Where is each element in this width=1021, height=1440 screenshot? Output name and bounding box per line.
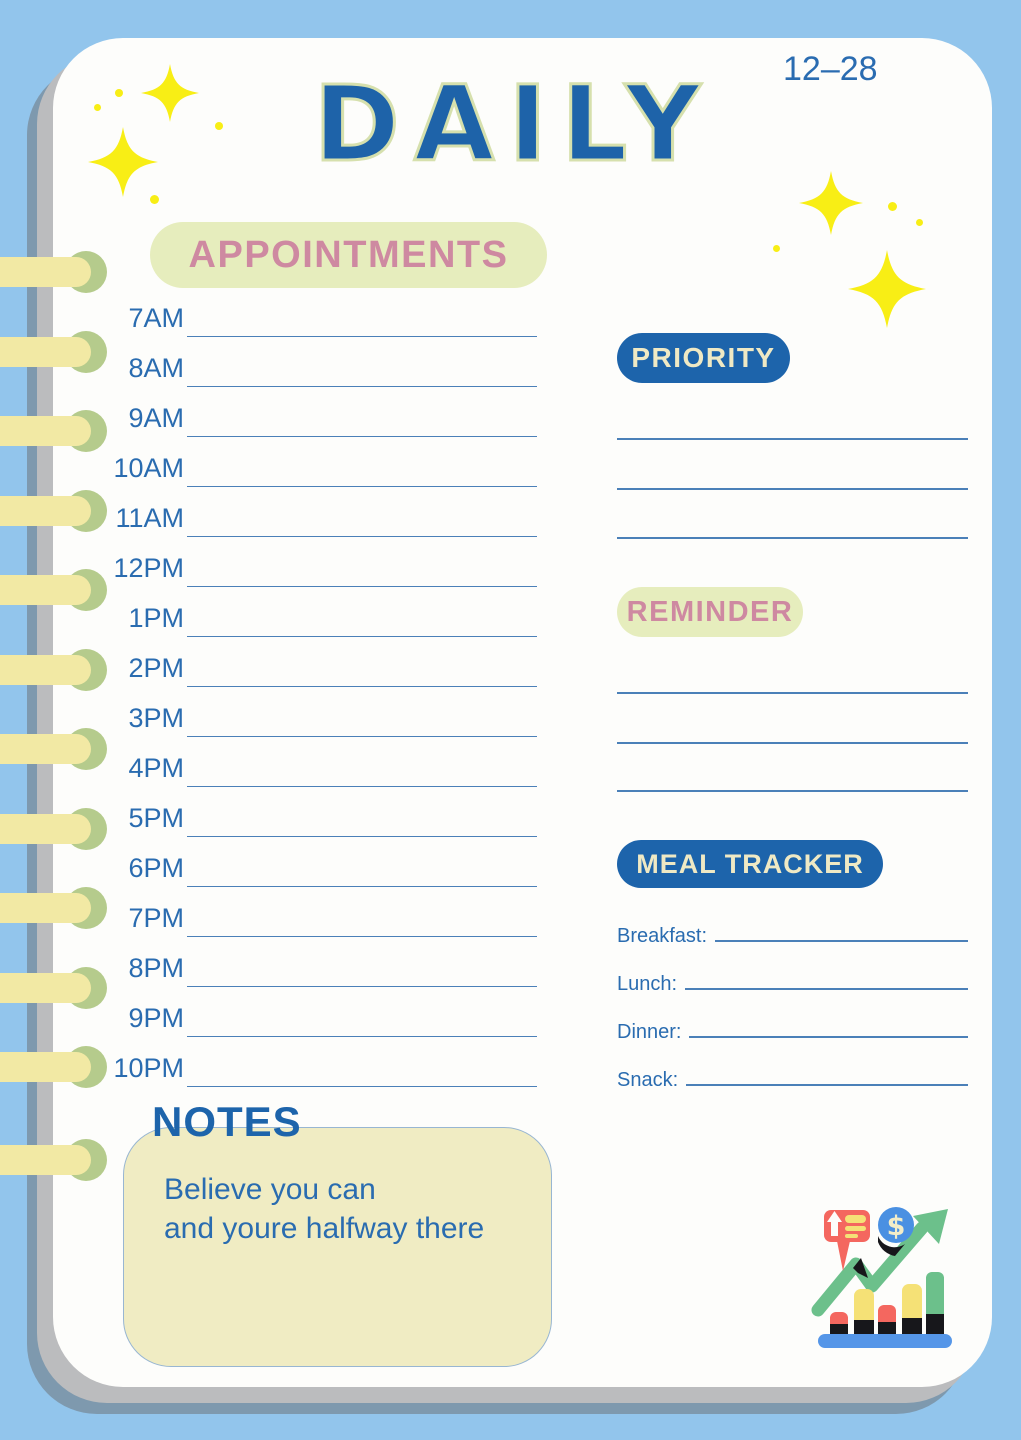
spiral-binding-hole [0, 330, 112, 374]
priority-write-line[interactable] [617, 438, 968, 440]
sparkle-dot-icon [115, 89, 123, 97]
binding-bar [0, 257, 91, 287]
time-slot-row [98, 387, 537, 437]
appointment-write-line[interactable] [187, 835, 537, 837]
meal-write-line[interactable] [715, 939, 968, 942]
time-label: 10AM [113, 453, 184, 483]
sparkle-dot-icon [94, 104, 101, 111]
spiral-binding-hole [0, 409, 112, 453]
sparkle-icon [141, 64, 199, 122]
appointment-write-line[interactable] [187, 685, 537, 687]
spiral-binding-hole [0, 1138, 112, 1182]
meal-label: Breakfast: [617, 925, 708, 947]
time-slot-row [98, 887, 537, 937]
binding-bar [0, 814, 91, 844]
spiral-binding-hole [0, 727, 112, 771]
time-slot-row [98, 687, 537, 737]
sparkle-dot-icon [916, 219, 923, 226]
notes-heading: NOTES [152, 1098, 302, 1145]
time-slot-row [98, 987, 537, 1037]
svg-text:$: $ [886, 1211, 906, 1242]
time-label: 9AM [128, 403, 184, 433]
meal-tracker-heading: MEAL TRACKER [617, 840, 883, 888]
time-label: 1PM [128, 603, 184, 633]
reminder-write-line[interactable] [617, 692, 968, 694]
time-label: 12PM [113, 553, 184, 583]
meal-write-line[interactable] [689, 1035, 968, 1038]
reminder-heading: REMINDER [617, 587, 803, 637]
meal-write-line[interactable] [686, 1083, 968, 1086]
spiral-binding-hole [0, 807, 112, 851]
time-slot-row [98, 637, 537, 687]
appointment-write-line[interactable] [187, 485, 537, 487]
binding-bar [0, 1052, 91, 1082]
sparkle-icon [848, 250, 926, 328]
appointment-write-line[interactable] [187, 435, 537, 437]
appointment-write-line[interactable] [187, 1085, 537, 1087]
appointment-write-line[interactable] [187, 635, 537, 637]
time-label: 9PM [128, 1003, 184, 1033]
sparkle-dot-icon [215, 122, 223, 130]
notes-box[interactable] [123, 1127, 552, 1367]
binding-bar [0, 416, 91, 446]
appointments-schedule [98, 287, 537, 1087]
binding-bar [0, 1145, 91, 1175]
time-slot-row [98, 737, 537, 787]
appointment-write-line[interactable] [187, 985, 537, 987]
time-slot-row [98, 487, 537, 537]
time-label: 8PM [128, 953, 184, 983]
notes-quote-line: Believe you can [164, 1173, 376, 1206]
binding-bar [0, 575, 91, 605]
time-label: 3PM [128, 703, 184, 733]
sparkle-dot-icon [888, 202, 897, 211]
spiral-binding-hole [0, 648, 112, 692]
spiral-binding-hole [0, 489, 112, 533]
reminder-write-line[interactable] [617, 790, 968, 792]
priority-write-line[interactable] [617, 488, 968, 490]
time-slot-row [98, 587, 537, 637]
binding-bar [0, 893, 91, 923]
date-label: 12–28 [783, 50, 878, 88]
time-label: 2PM [128, 653, 184, 683]
appointment-write-line[interactable] [187, 1035, 537, 1037]
time-label: 10PM [113, 1053, 184, 1083]
time-slot-row [98, 287, 537, 337]
appointment-write-line[interactable] [187, 335, 537, 337]
sparkle-dot-icon [150, 195, 159, 204]
spiral-binding-hole [0, 568, 112, 612]
time-slot-row [98, 437, 537, 487]
spiral-binding-hole [0, 966, 112, 1010]
meal-row [617, 964, 968, 994]
appointment-write-line[interactable] [187, 935, 537, 937]
binding-bar [0, 496, 91, 526]
meal-row [617, 1060, 968, 1090]
time-slot-row [98, 537, 537, 587]
meal-write-line[interactable] [685, 987, 968, 990]
meal-label: Snack: [617, 1069, 679, 1091]
sparkle-dot-icon [773, 245, 780, 252]
binding-bar [0, 973, 91, 1003]
sparkle-icon [88, 126, 158, 198]
time-label: 6PM [128, 853, 184, 883]
time-label: 11AM [115, 503, 184, 533]
reminder-write-line[interactable] [617, 742, 968, 744]
spiral-binding-hole [0, 1045, 112, 1089]
appointment-write-line[interactable] [187, 585, 537, 587]
spiral-binding-hole [0, 886, 112, 930]
time-label: 4PM [128, 753, 184, 783]
meal-row [617, 916, 968, 946]
page-title: DAILY [313, 63, 715, 185]
appointment-write-line[interactable] [187, 385, 537, 387]
time-label: 8AM [128, 353, 184, 383]
sparkle-icon [799, 171, 863, 235]
binding-bar [0, 734, 91, 764]
appointments-heading: APPOINTMENTS [150, 222, 547, 288]
time-slot-row [98, 787, 537, 837]
meal-row [617, 1012, 968, 1042]
meal-label: Dinner: [617, 1021, 682, 1043]
binding-bar [0, 655, 91, 685]
growth-chart-icon [810, 1192, 960, 1357]
time-label: 7PM [128, 903, 184, 933]
notes-quote-line: and youre halfway there [164, 1212, 485, 1245]
binding-bar [0, 337, 91, 367]
priority-write-line[interactable] [617, 537, 968, 539]
time-slot-row [98, 837, 537, 887]
spiral-binding-hole [0, 250, 112, 294]
priority-heading: PRIORITY [617, 333, 790, 383]
appointment-write-line[interactable] [187, 735, 537, 737]
appointment-write-line[interactable] [187, 885, 537, 887]
time-label: 5PM [128, 803, 184, 833]
time-label: 7AM [128, 303, 184, 333]
time-slot-row [98, 937, 537, 987]
notes-quote [164, 1170, 484, 1248]
time-slot-row [98, 337, 537, 387]
appointment-write-line[interactable] [187, 535, 537, 537]
time-slot-row [98, 1037, 537, 1087]
appointment-write-line[interactable] [187, 785, 537, 787]
meal-label: Lunch: [617, 973, 678, 995]
